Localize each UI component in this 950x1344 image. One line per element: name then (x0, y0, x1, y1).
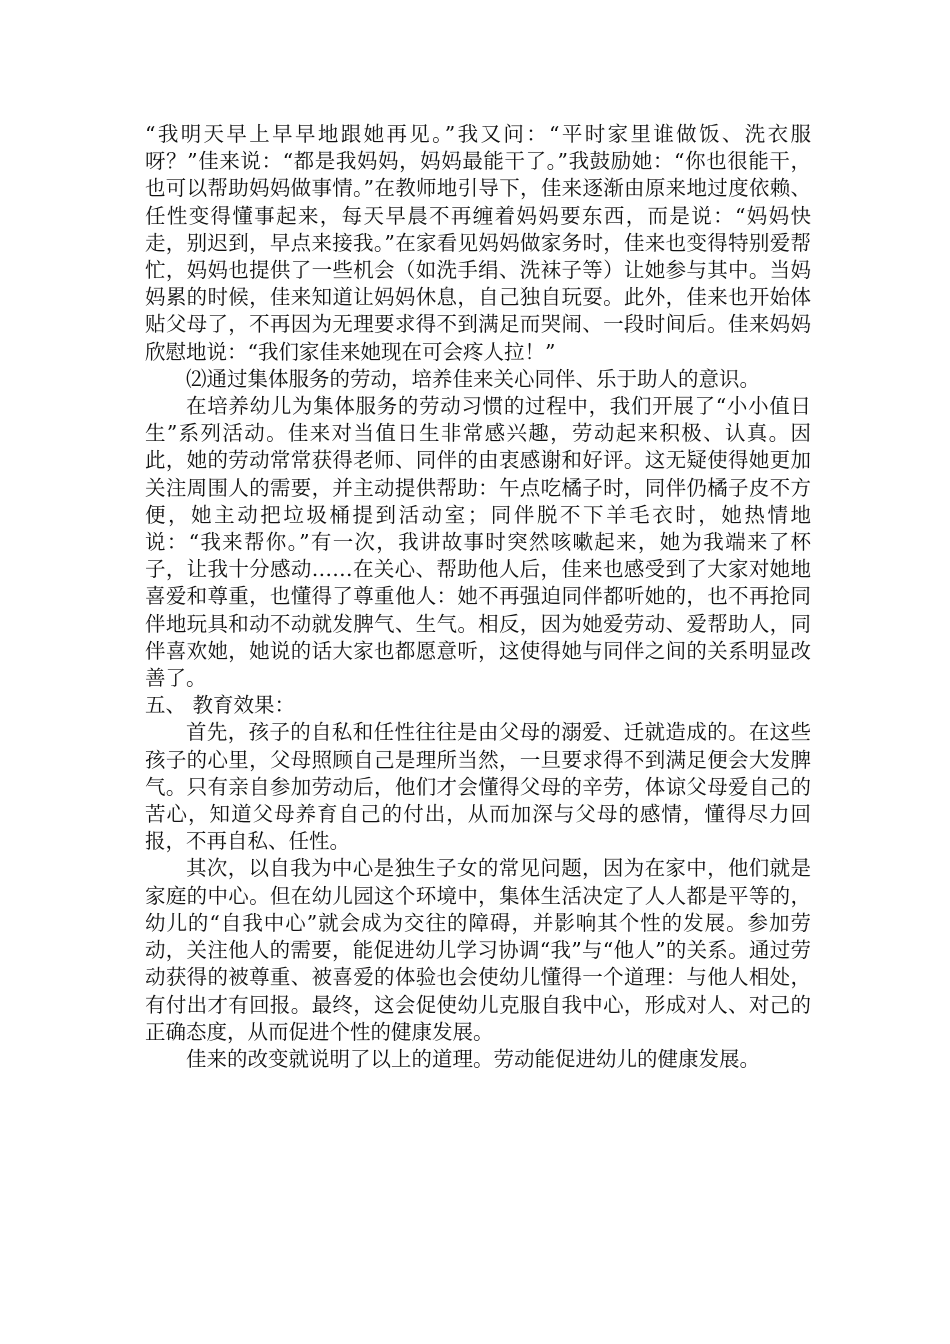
paragraph-continuation: “我明天早上早早地跟她再见。”我又问：“平时家里谁做饭、洗衣服呀？”佳来说：“都是我妈妈，妈妈最能干了。”我鼓励她：“你也很能干，也可以帮助妈妈做事情。”在教师地引导下，佳来逐渐由原来地过度依赖、任性变得懂事起来，每天早晨不再缠着妈妈要东西，而是说：“妈妈快走，别迟到，早点来接我。”在家看见妈妈做家务时，佳来也变得特别爱帮忙，妈妈也提供了一些机会（如洗手绢、洗袜子等）让她参与其中。当妈妈累的时候，佳来知道让妈妈休息，自己独自玩耍。此外，佳来也开始体贴父母了，不再因为无理要求得不到满足而哭闹、一段时间后。佳来妈妈欣慰地说：“我们家佳来她现在可会疼人拉！” (145, 122, 811, 364)
paragraph-duty-activities: 在培养幼儿为集体服务的劳动习惯的过程中，我们开展了“小小值日生”系列活动。佳来对当值日生非常感兴趣，劳动起来积极、认真。因此，她的劳动常常获得老师、同伴的由衷感谢和好评。这无疑使得她更加关注周围人的需要，并主动提供帮助：午点吃橘子时，同伴仍橘子皮不方便，她主动把垃圾桶提到活动室；同伴脱不下羊毛衣时，她热情地说：“我来帮你。”有一次，我讲故事时突然咳嗽起来，她为我端来了杯子，让我十分感动……在关心、帮助他人后，佳来也感受到了大家对她地喜爱和尊重，也懂得了尊重他人：她不再强迫同伴都听她的，也不再抢同伴地玩具和动不动就发脾气、生气。相反，因为她爱劳动、爱帮助人，同伴喜欢她，她说的话大家也都愿意听，这使得她与同伴之间的关系明显改善了。 (145, 394, 811, 691)
paragraph-first-point: 首先，孩子的自私和任性往往是由父母的溺爱、迁就造成的。在这些孩子的心里，父母照顾自己是理所当然，一旦要求得不到满足便会大发脾气。只有亲自参加劳动后，他们才会懂得父母的辛劳，体谅父母爱自己的苦心，知道父母养育自己的付出，从而加深与父母的感情，懂得尽力回报，不再自私、任性。 (145, 720, 811, 854)
document-body (145, 121, 811, 1073)
subheading-collective-service: ⑵通过集体服务的劳动，培养佳来关心同伴、乐于助人的意识。 (186, 366, 760, 391)
section-heading-education-effect: 五、 教育效果： (145, 693, 296, 718)
paragraph-conclusion: 佳来的改变就说明了以上的道理。劳动能促进幼儿的健康发展。 (186, 1046, 760, 1071)
paragraph-second-point: 其次，以自我为中心是独生子女的常见问题，因为在家中，他们就是家庭的中心。但在幼儿园这个环境中，集体生活决定了人人都是平等的，幼儿的“自我中心”就会成为交往的障碍，并影响其个性的发展。参加劳动，关注他人的需要，能促进幼儿学习协调“我”与“他人”的关系。通过劳动获得的被尊重、被喜爱的体验也会使幼儿懂得一个道理：与他人相处，有付出才有回报。最终，这会促使幼儿克服自我中心，形成对人、对己的正确态度，从而促进个性的健康发展。 (145, 856, 811, 1044)
